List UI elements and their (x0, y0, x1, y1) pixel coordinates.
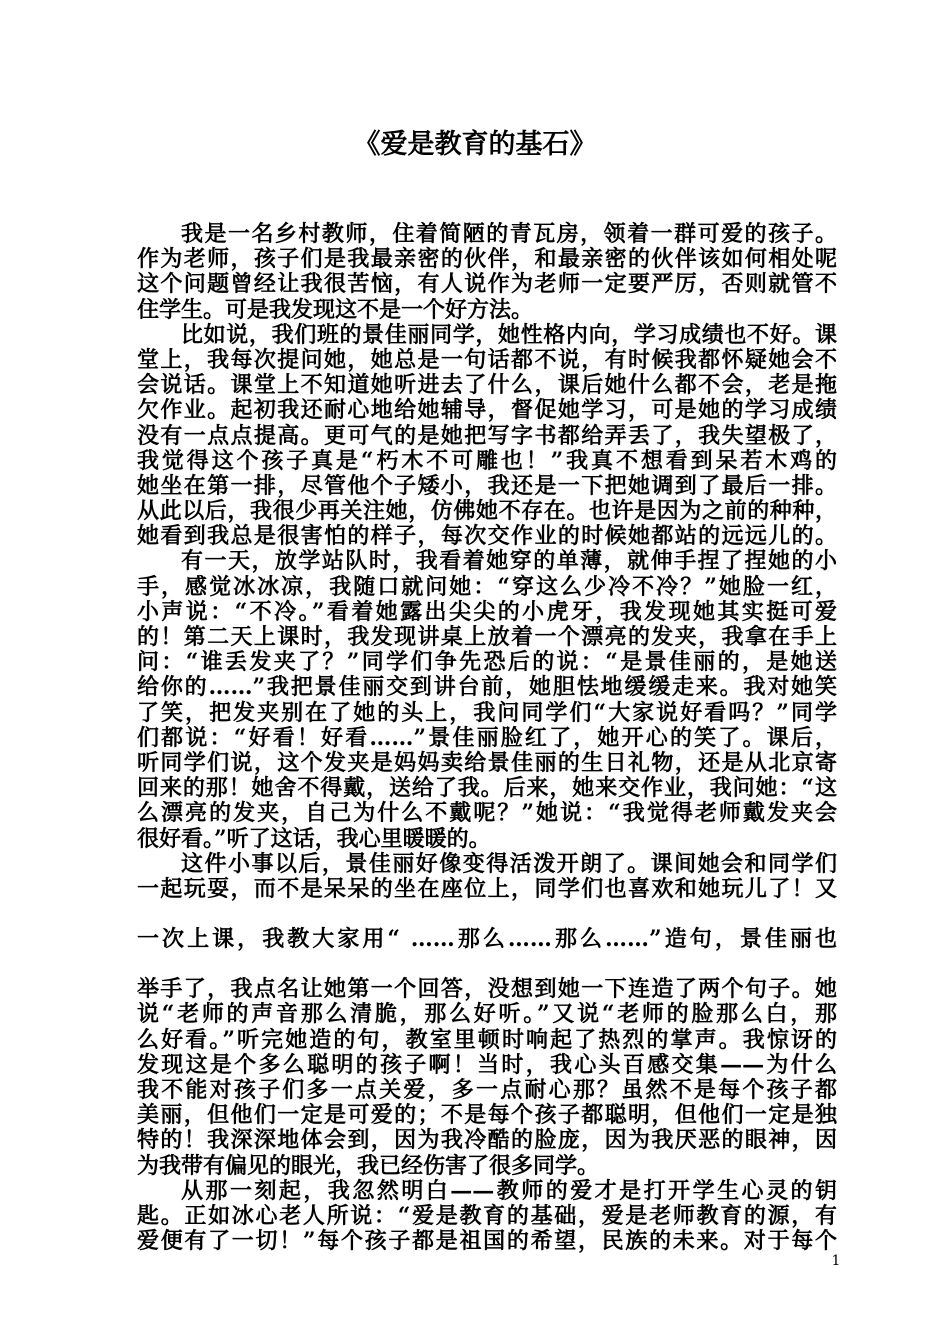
body-line: 一次上课，我教大家用“ ……那么……那么……”造句，景佳丽也 (137, 926, 837, 953)
body-line: 么好看。”听完她造的句，教室里顿时响起了热烈的掌声。我惊讶的 (137, 1026, 837, 1053)
document-title: 《爱是教育的基石》 (353, 129, 597, 160)
body-line: 比如说，我们班的景佳丽同学，她性格内向，学习成绩也不好。课 (181, 321, 837, 348)
body-line: 没有一点点提高。更可气的是她把写字书都给弄丢了，我失望极了， (137, 422, 837, 449)
body-line: 堂上，我每次提问她，她总是一句话都不说，有时候我都怀疑她会不 (137, 346, 837, 373)
body-line: 小声说：“不冷。”看着她露出尖尖的小虎牙，我发现她其实挺可爱 (137, 598, 837, 625)
body-line: 她坐在第一排，尽管他个子矮小，我还是一下把她调到了最后一排。 (137, 472, 837, 499)
body-line: 从此以后，我很少再关注她，仿佛她不存在。也许是因为之前的种种， (137, 498, 837, 525)
body-line: 作为老师，孩子们是我最亲密的伙伴，和最亲密的伙伴该如何相处呢 (137, 246, 837, 273)
body-line: 我不能对孩子们多一点关爱，多一点耐心那？虽然不是每个孩子都 (137, 1077, 837, 1103)
body-line: 特的！我深深地体会到，因为我冷酷的脸庞，因为我厌恶的眼神，因 (137, 1127, 837, 1154)
body-line: 爱便有了一切！”每个孩子都是祖国的希望，民族的未来。对于每个 (137, 1228, 837, 1255)
body-line: 么漂亮的发夹，自己为什么不戴呢？”她说：“我觉得老师戴发夹会 (137, 800, 837, 827)
body-line: 这件小事以后，景佳丽好像变得活泼开朗了。课间她会和同学们 (181, 850, 837, 877)
page-number: 1 (831, 1253, 841, 1269)
body-line: 的！第二天上课时，我发现讲桌上放着一个漂亮的发夹，我拿在手上 (137, 624, 837, 650)
body-line: 一起玩耍，而不是呆呆的坐在座位上，同学们也喜欢和她玩儿了！又 (137, 875, 837, 902)
body-line: 了笑，把发夹别在了她的头上，我问同学们“大家说好看吗？”同学 (137, 699, 837, 726)
body-line: 她看到我总是很害怕的样子，每次交作业的时候她都站的远远儿的。 (137, 523, 837, 550)
body-line: 听同学们说，这个发夹是妈妈卖给景佳丽的生日礼物，还是从北京寄 (137, 749, 837, 776)
body-line: 匙。正如冰心老人所说：“爱是教育的基础，爱是老师教育的源，有 (137, 1202, 837, 1229)
body-line: 举手了，我点名让她第一个回答，没想到她一下连造了两个句子。她 (137, 976, 837, 1003)
body-line: 住学生。可是我发现这不是一个好方法。 (137, 296, 534, 323)
body-line: 回来的那！她舍不得戴，送给了我。后来，她来交作业，我问她：“这 (137, 775, 837, 802)
body-line: 说“老师的声音那么清脆，那么好听。”又说“老师的脸那么白，那 (137, 1001, 837, 1028)
body-line: 手，感觉冰冰凉，我随口就问她：“穿这么少冷不冷？”她脸一红， (137, 573, 837, 600)
body-line: 为我带有偏见的眼光，我已经伤害了很多同学。 (137, 1152, 600, 1179)
body-line: 很好看。”听了这话，我心里暖暖的。 (137, 825, 491, 852)
body-line: 从那一刻起，我忽然明白——教师的爱才是打开学生心灵的钥 (181, 1177, 837, 1204)
body-line: 问：“谁丢发夹了？”同学们争先恐后的说：“是景佳丽的，是她送 (137, 649, 837, 676)
body-line: 给你的……”我把景佳丽交到讲台前，她胆怯地缓缓走来。我对她笑 (137, 674, 837, 701)
body-line: 这个问题曾经让我很苦恼，有人说作为老师一定要严厉，否则就管不 (137, 271, 837, 298)
document-body (137, 222, 837, 1254)
body-line: 美丽，但他们一定是可爱的；不是每个孩子都聪明，但他们一定是独 (137, 1102, 837, 1129)
body-line: 我是一名乡村教师，住着简陋的青瓦房，领着一群可爱的孩子。 (181, 221, 837, 247)
body-line: 会说话。课堂上不知道她听进去了什么，课后她什么都不会，老是拖 (137, 372, 837, 399)
body-line: 有一天，放学站队时，我看着她穿的单薄，就伸手捏了捏她的小 (181, 548, 837, 575)
body-line: 发现这是个多么聪明的孩子啊！当时，我心头百感交集——为什么 (137, 1051, 837, 1078)
body-line: 欠作业。起初我还耐心地给她辅导，督促她学习，可是她的学习成绩 (137, 397, 837, 424)
body-line: 们都说：“好看！好看……”景佳丽脸红了，她开心的笑了。课后， (137, 724, 837, 751)
body-line: 我觉得这个孩子真是“朽木不可雕也！”我真不想看到呆若木鸡的 (137, 447, 837, 474)
